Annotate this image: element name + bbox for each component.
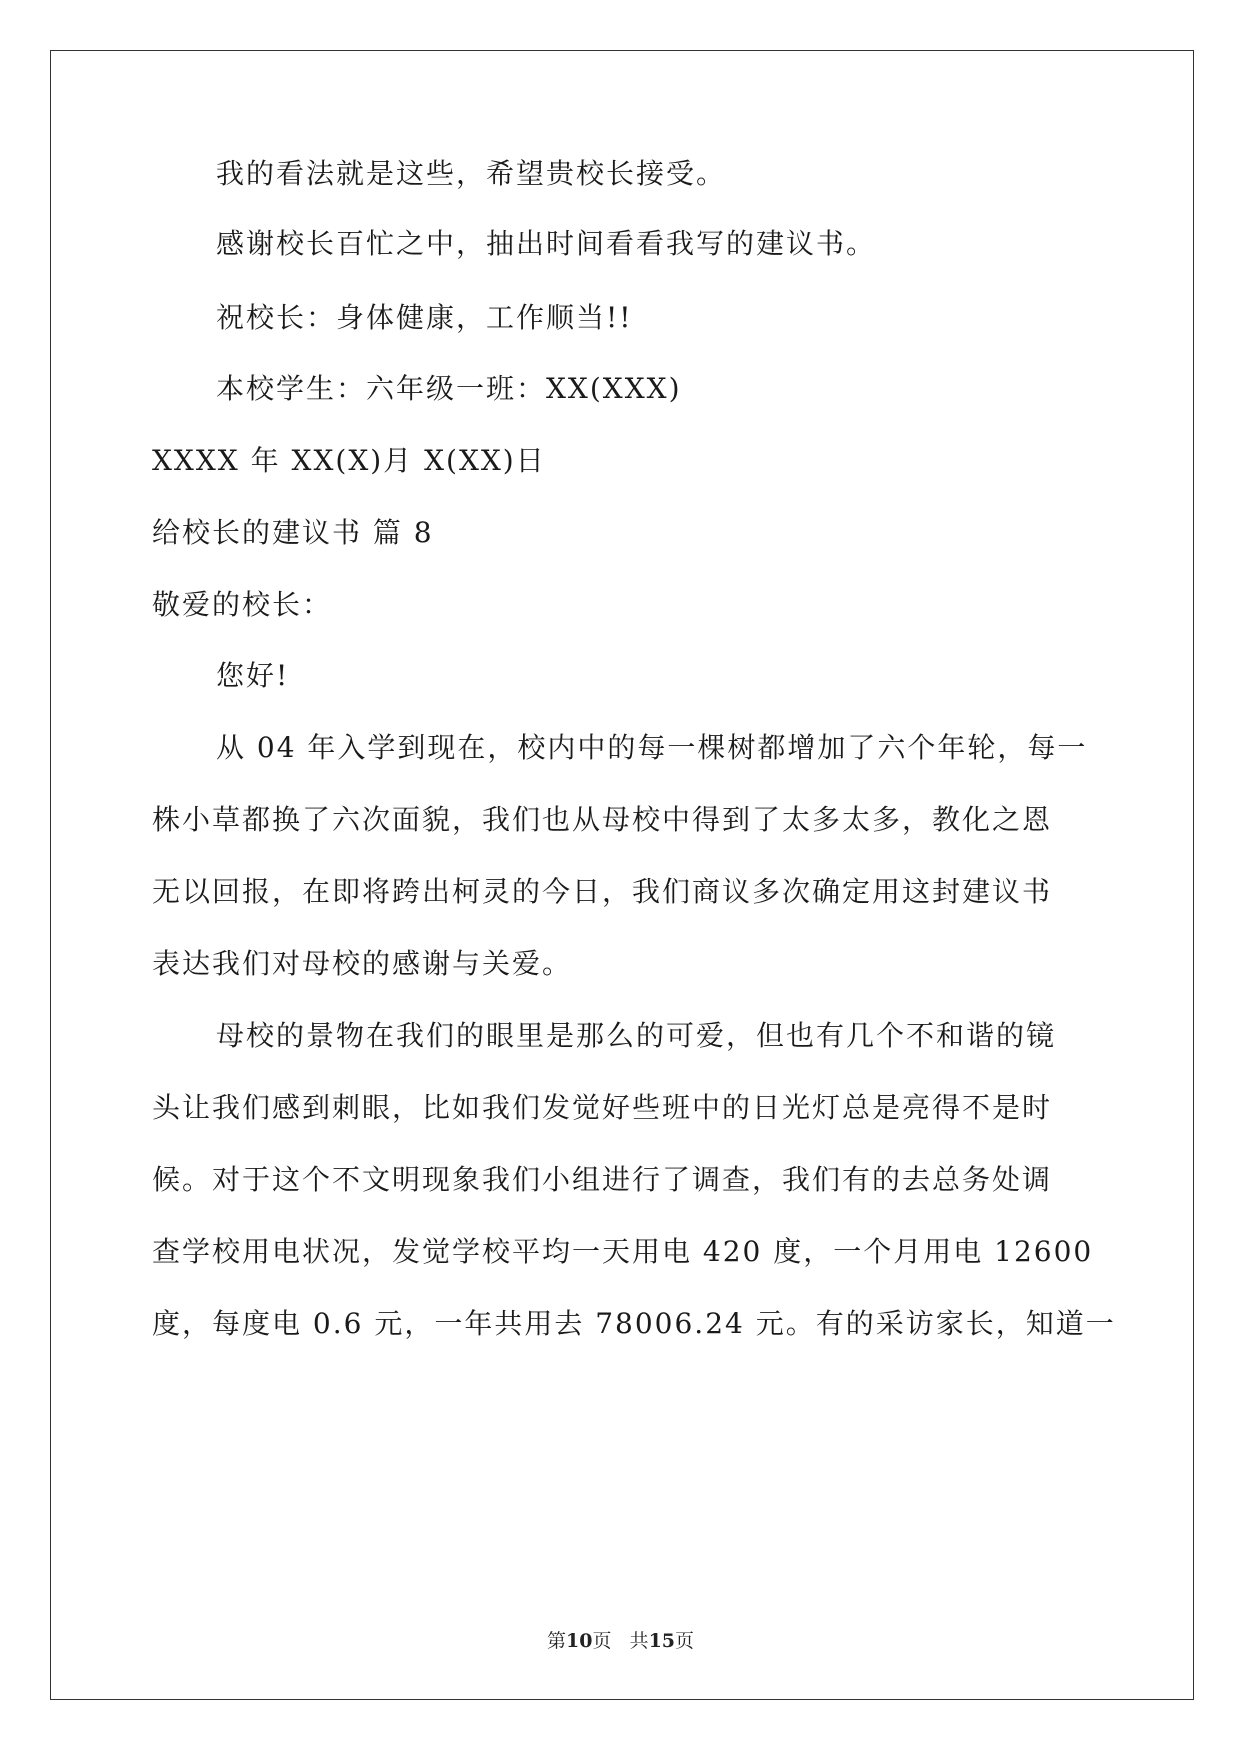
section-heading: 给校长的建议书 篇 8 (152, 516, 434, 549)
footer-prefix: 第 (546, 1630, 566, 1652)
paragraph-line: 感谢校长百忙之中，抽出时间看看我写的建议书。 (216, 227, 877, 260)
date-line: XXXX 年 XX(X)月 X(XX)日 (152, 444, 546, 477)
paragraph-line: 无以回报，在即将跨出柯灵的今日，我们商议多次确定用这封建议书 (152, 875, 1053, 908)
footer-middle: 页 共 (592, 1630, 649, 1652)
paragraph-line: 我的看法就是这些，希望贵校长接受。 (216, 157, 727, 190)
paragraph-line: 祝校长：身体健康，工作顺当!! (216, 301, 633, 334)
salutation: 敬爱的校长： (152, 588, 333, 621)
paragraph-line: 候。对于这个不文明现象我们小组进行了调查，我们有的去总务处调 (152, 1163, 1053, 1196)
paragraph-line: 表达我们对母校的感谢与关爱。 (152, 947, 573, 980)
greeting: 您好! (216, 659, 290, 692)
paragraph-line: 头让我们感到刺眼，比如我们发觉好些班中的日光灯总是亮得不是时 (152, 1091, 1053, 1124)
page-footer (0, 1628, 1241, 1654)
paragraph-line: 本校学生：六年级一班：XX(XXX) (216, 372, 682, 405)
total-pages-number: 15 (648, 1630, 676, 1652)
current-page-number: 10 (565, 1630, 593, 1652)
footer-suffix: 页 (675, 1630, 695, 1652)
paragraph-line: 母校的景物在我们的眼里是那么的可爱，但也有几个不和谐的镜 (216, 1019, 1057, 1052)
paragraph-line: 度，每度电 0.6 元，一年共用去 78006.24 元。有的采访家长，知道一 (152, 1307, 1116, 1340)
paragraph-line: 株小草都换了六次面貌，我们也从母校中得到了太多太多，教化之恩 (152, 803, 1053, 836)
paragraph-line: 从 04 年入学到现在，校内中的每一棵树都增加了六个年轮，每一 (216, 731, 1088, 764)
paragraph-line: 查学校用电状况，发觉学校平均一天用电 420 度，一个月用电 12600 (152, 1235, 1094, 1268)
